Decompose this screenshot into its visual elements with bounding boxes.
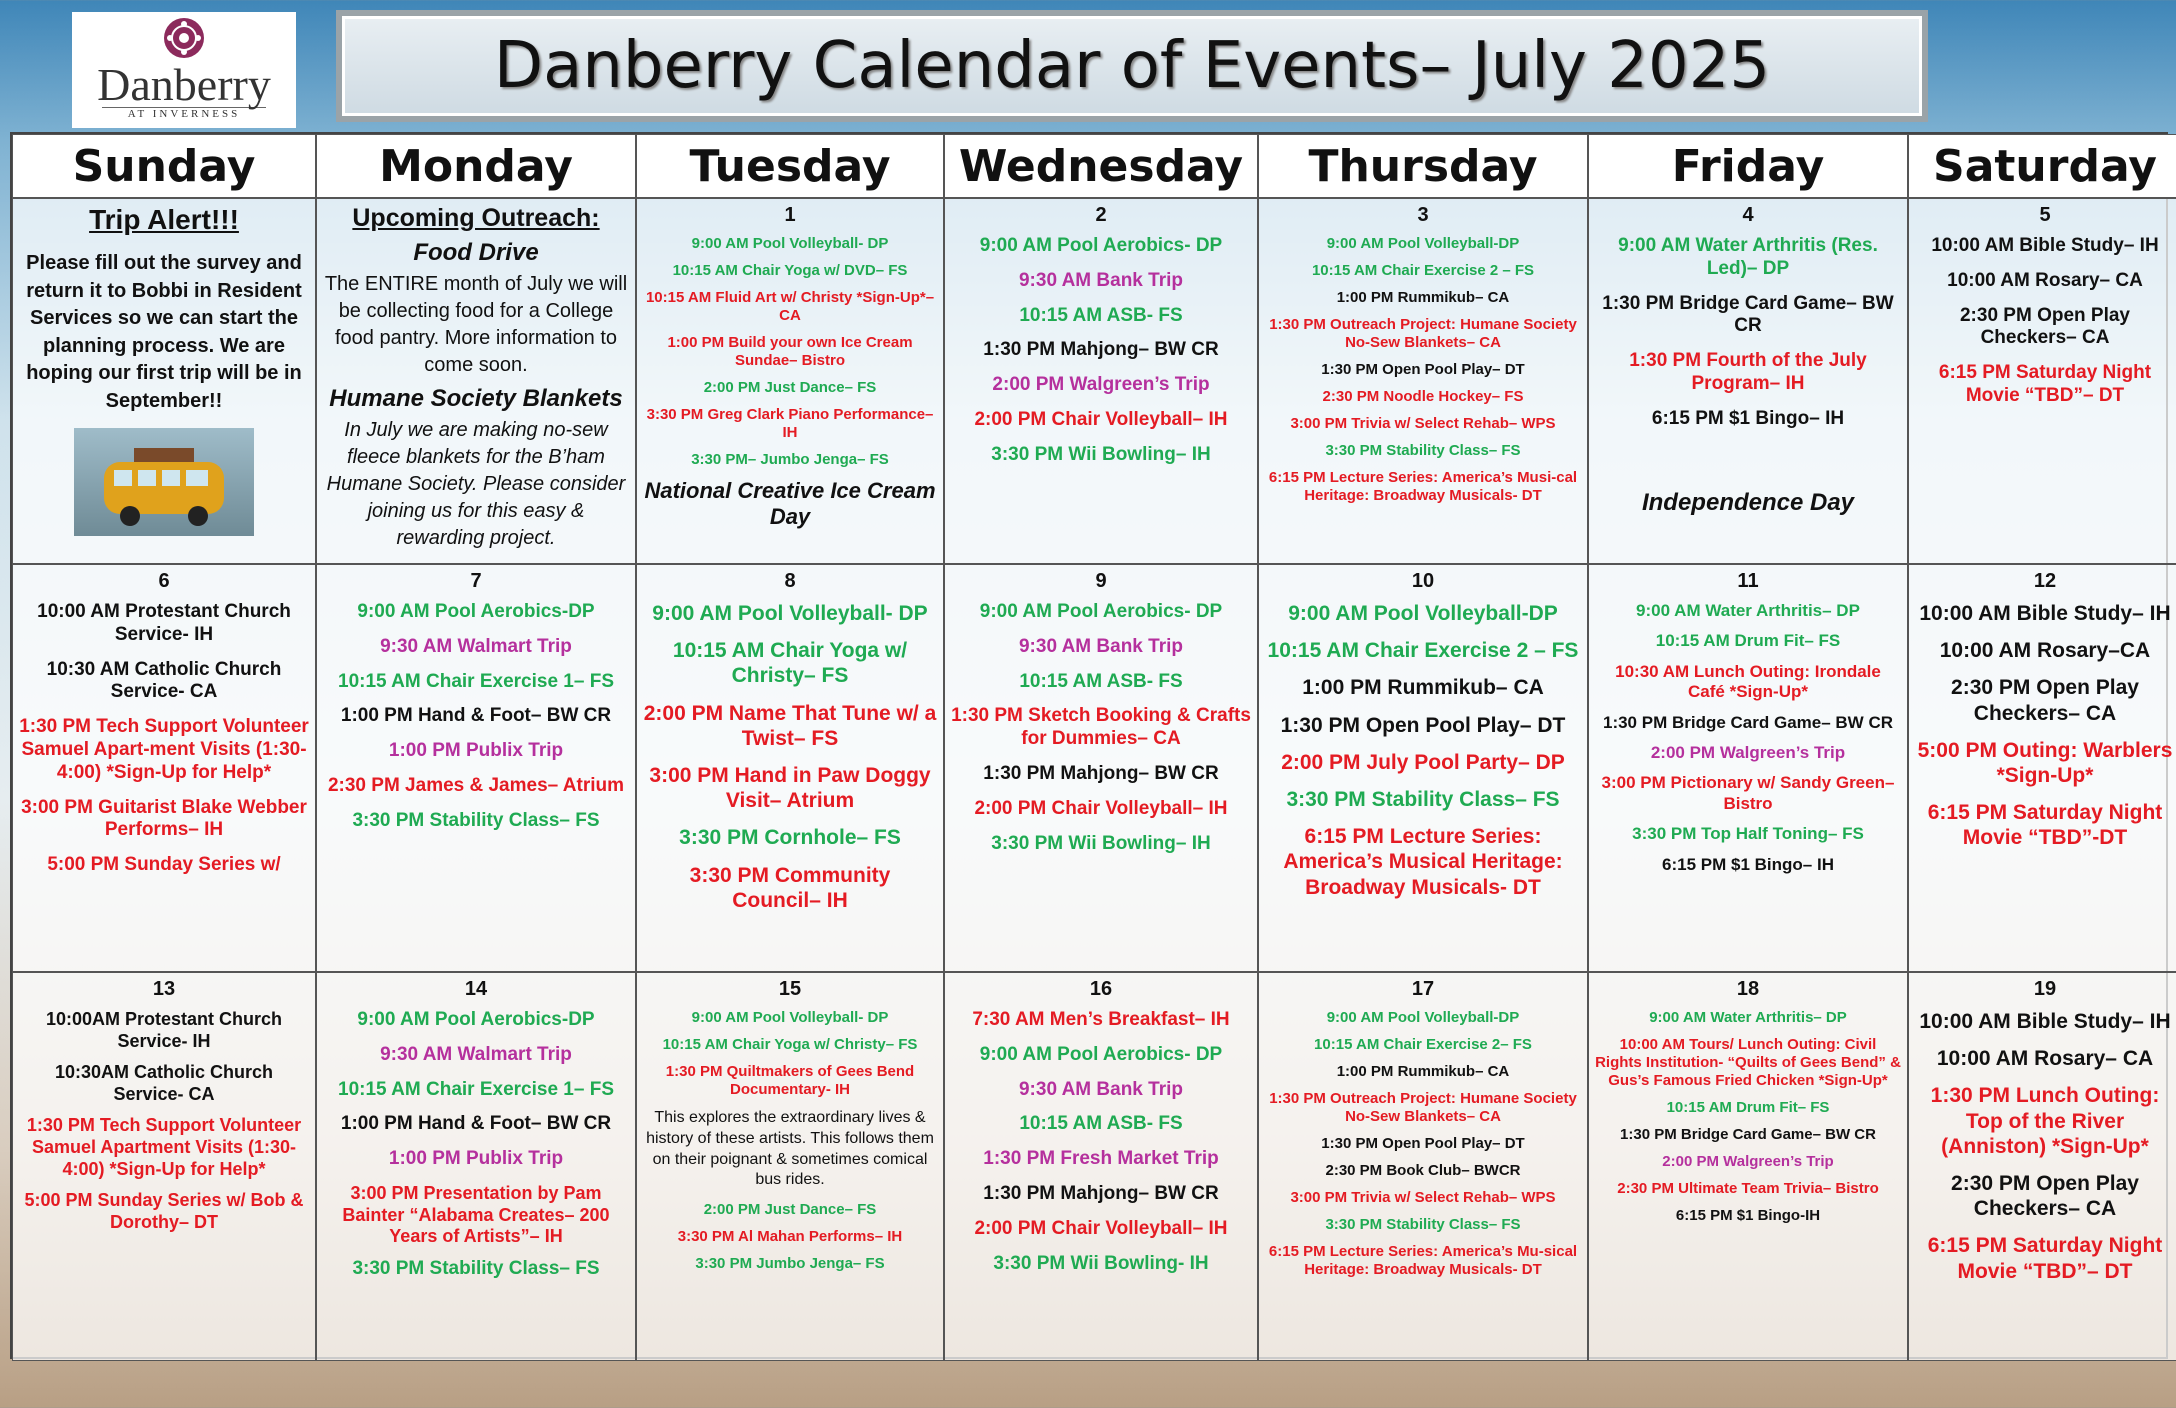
- event-list: [1265, 601, 1581, 900]
- event-item: 1:30 PM Mahjong– BW CR: [983, 1182, 1219, 1204]
- event-item: 1:30 PM Lunch Outing: Top of the River (Anniston) *Sign-Up*: [1930, 1084, 2160, 1158]
- event-item: 2:30 PM Open Play Checkers– CA: [1951, 676, 2139, 725]
- day-number: 18: [1736, 978, 1760, 1000]
- event-item: 10:15 AM ASB- FS: [1019, 670, 1183, 692]
- event-item: 3:30 PM Stability Class– FS: [352, 809, 600, 831]
- event-item: 2:00 PM Walgreen’s Trip: [1650, 742, 1846, 762]
- food-drive-body: The ENTIRE month of July we will be collecting food for a College food pantry. More information to come soon.: [324, 273, 628, 376]
- event-item: 1:00 PM Publix Trip: [388, 740, 564, 762]
- event-item: 10:15 AM Chair Yoga w/ Christy– FS: [672, 639, 908, 688]
- day-cell-4: [1588, 198, 1908, 564]
- event-item: 1:00 PM Rummikub– CA: [1336, 289, 1510, 306]
- day-number: 10: [1411, 570, 1435, 592]
- event-item: 1:30 PM Bridge Card Game– BW CR: [1602, 292, 1894, 337]
- event-item: 9:00 AM Pool Volleyball- DP: [652, 602, 928, 625]
- event-item: 10:15 AM ASB- FS: [1019, 1113, 1183, 1135]
- day-cell-19: [1908, 972, 2176, 1361]
- event-item: 9:00 AM Pool Aerobics- DP: [979, 1043, 1223, 1065]
- event-item: 10:00 AM Bible Study– IH: [1919, 602, 2171, 625]
- event-item: 9:00 AM Pool Aerobics- DP: [979, 235, 1223, 256]
- day-number: 1: [784, 204, 796, 226]
- event-item: 10:15 AM Chair Yoga w/ Christy– FS: [662, 1036, 918, 1053]
- event-item: 1:30 PM Sketch Booking & Crafts for Dummies– CA: [951, 705, 1251, 750]
- event-list: [1265, 1009, 1581, 1279]
- event-item: 9:30 AM Bank Trip: [1018, 635, 1183, 657]
- event-item: 1:30 PM Outreach Project: Humane Society No-Sew Blankets– CA: [1269, 316, 1577, 351]
- logo-subtitle: AT INVERNESS: [102, 107, 266, 120]
- event-item: 1:00 PM Build your own Ice Cream Sundae– Bistro: [667, 334, 913, 369]
- day-number: 19: [2033, 978, 2057, 1000]
- event-item: 1:30 PM Open Pool Play– DT: [1321, 361, 1525, 378]
- day-cell-15: [636, 972, 944, 1361]
- outreach-heading: Upcoming Outreach:: [352, 204, 600, 232]
- event-list: [643, 1201, 937, 1273]
- event-item: 1:30 PM Fresh Market Trip: [983, 1148, 1219, 1170]
- day-cell-13: [12, 972, 316, 1361]
- event-item: 10:30 AM Lunch Outing: Irondale Café *Sign-Up*: [1615, 661, 1881, 702]
- day-number: 6: [158, 570, 170, 592]
- day-cell-14: [316, 972, 636, 1361]
- weekday-header-wednesday: Wednesday: [944, 134, 1258, 198]
- event-item: 9:00 AM Water Arthritis– DP: [1636, 601, 1860, 620]
- event-item: 2:00 PM Just Dance– FS: [703, 379, 877, 396]
- event-list: [1595, 601, 1901, 875]
- event-list: [951, 235, 1251, 467]
- event-item: 1:30 PM Open Pool Play– DT: [1280, 713, 1566, 737]
- logo-wordmark: Danberry: [97, 59, 271, 110]
- event-item: 3:30 PM– Jumbo Jenga– FS: [691, 451, 889, 468]
- event-list: [643, 1009, 937, 1099]
- event-list: [323, 1009, 629, 1281]
- event-item: 6:15 PM Saturday Night Movie “TBD”– DT: [1938, 362, 2152, 406]
- event-item: 3:30 PM Stability Class– FS: [1286, 787, 1560, 811]
- day-cell-10: [1258, 564, 1588, 972]
- event-item: 10:30 AM Catholic Church Service- CA: [46, 658, 282, 703]
- outreach-note: [316, 198, 636, 564]
- event-item: 9:30 AM Walmart Trip: [380, 635, 572, 657]
- event-item: 9:30 AM Bank Trip: [1018, 269, 1183, 291]
- event-item: 1:00 PM Publix Trip: [388, 1148, 564, 1170]
- event-item: 9:30 AM Bank Trip: [1018, 1078, 1183, 1100]
- day-cell-2: [944, 198, 1258, 564]
- event-list: [1915, 235, 2175, 408]
- event-list: [19, 601, 309, 877]
- event-list: [1915, 601, 2175, 851]
- day-cell-11: [1588, 564, 1908, 972]
- event-item: 1:30 PM Open Pool Play– DT: [1321, 1135, 1525, 1152]
- event-item: 9:30 AM Walmart Trip: [380, 1043, 572, 1065]
- flower-emblem-icon: [162, 16, 206, 60]
- event-item: 3:30 PM Top Half Toning– FS: [1632, 824, 1864, 844]
- title-banner: [336, 10, 1928, 122]
- danberry-logo: [72, 12, 296, 128]
- day-number: 2: [1095, 204, 1107, 226]
- event-item: 9:00 AM Pool Volleyball-DP: [1326, 235, 1520, 252]
- event-item: 9:00 AM Water Arthritis (Res. Led)– DP: [1618, 235, 1878, 279]
- weekday-header-sunday: Sunday: [12, 134, 316, 198]
- event-list: [1915, 1009, 2175, 1284]
- event-item: 6:15 PM Lecture Series: America’s Musical Heritage: Broadway Musicals- DT: [1283, 825, 1563, 899]
- event-item: 1:30 PM Mahjong– BW CR: [983, 339, 1219, 361]
- day-number: 15: [778, 978, 802, 1000]
- event-list: [1595, 1009, 1901, 1225]
- day-number: 17: [1411, 978, 1435, 1000]
- event-item: 3:30 PM Wii Bowling- IH: [993, 1252, 1209, 1274]
- event-item: 3:00 PM Pictionary w/ Sandy Green– Bistro: [1601, 773, 1895, 813]
- event-item: 2:00 PM July Pool Party– DP: [1281, 750, 1565, 774]
- event-item: 1:30 PM Bridge Card Game– BW CR: [1602, 712, 1893, 732]
- event-item: 6:15 PM $1 Bingo– IH: [1651, 407, 1845, 429]
- day-number: 4: [1742, 204, 1754, 226]
- event-item: 10:00 AM Bible Study– IH: [1931, 235, 2159, 256]
- event-item: 3:30 PM Stability Class– FS: [352, 1257, 600, 1279]
- event-item: 3:00 PM Trivia w/ Select Rehab– WPS: [1290, 1189, 1556, 1206]
- day-cell-1: [636, 198, 944, 564]
- event-item: 9:00 AM Pool Aerobics-DP: [357, 1009, 595, 1030]
- event-item: 2:30 PM Noodle Hockey– FS: [1322, 388, 1524, 405]
- event-item: 2:00 PM Just Dance– FS: [703, 1201, 877, 1219]
- event-list: [1595, 235, 1901, 431]
- event-item: 1:30 PM Fourth of the July Program– IH: [1629, 350, 1867, 394]
- event-list: [643, 235, 937, 469]
- event-item: 7:30 AM Men’s Breakfast– IH: [972, 1009, 1230, 1030]
- event-item: 6:15 PM Lecture Series: America’s Mu-sical Heritage: Broadway Musicals- DT: [1268, 1243, 1578, 1278]
- event-item: 10:15 AM Chair Exercise 2– FS: [1314, 1036, 1532, 1053]
- day-number: 5: [2039, 204, 2051, 226]
- day-theme: National Creative Ice Cream Day: [644, 478, 936, 529]
- event-item: 10:15 AM Chair Yoga w/ DVD– FS: [672, 262, 908, 279]
- page-title: Danberry Calendar of Events– July 2025: [493, 29, 1771, 103]
- event-item: 5:00 PM Sunday Series w/: [47, 854, 281, 876]
- event-item: 6:15 PM Lecture Series: America’s Musi-cal Heritage: Broadway Musicals- DT: [1268, 469, 1578, 504]
- event-item: 10:15 AM ASB- FS: [1019, 304, 1183, 326]
- day-cell-12: [1908, 564, 2176, 972]
- food-drive-title: Food Drive: [413, 239, 539, 266]
- event-list: [323, 601, 629, 833]
- day-number: 3: [1417, 204, 1429, 226]
- event-item: 2:30 PM James & James– Atrium: [327, 774, 625, 796]
- event-item: 9:00 AM Pool Volleyball-DP: [1326, 1009, 1520, 1026]
- event-list: [951, 1009, 1251, 1275]
- weekday-header-saturday: Saturday: [1908, 134, 2176, 198]
- event-item: 1:00 PM Rummikub– CA: [1302, 676, 1544, 700]
- trip-alert-note: [12, 198, 316, 564]
- event-item: 3:30 PM Greg Clark Piano Performance– IH: [646, 406, 934, 441]
- event-item: 3:00 PM Presentation by Pam Bainter “Alabama Creates– 200 Years of Artists”– IH: [342, 1182, 610, 1247]
- event-item: 2:00 PM Chair Volleyball– IH: [974, 408, 1228, 430]
- blankets-body: In July we are making no-sew fleece blankets for the B’ham Humane Society. Please consider joining us for this easy & rewarding project.: [326, 419, 626, 549]
- weekday-header-tuesday: Tuesday: [636, 134, 944, 198]
- event-item: 10:00AM Protestant Church Service- IH: [45, 1009, 283, 1051]
- event-item: 1:00 PM Rummikub– CA: [1336, 1063, 1510, 1080]
- event-item: 10:00 AM Rosary– CA: [1947, 269, 2143, 291]
- day-cell-9: [944, 564, 1258, 972]
- event-item: 10:15 AM Chair Exercise 1– FS: [338, 1078, 614, 1100]
- event-item: 2:00 PM Walgreen’s Trip: [1662, 1153, 1834, 1170]
- event-item: 10:00 AM Tours/ Lunch Outing: Civil Rights Institution- “Quilts of Gees Bend” & Gus’s Famous Fried Chicken *Sign-Up*: [1595, 1036, 1901, 1089]
- event-list: [19, 1009, 309, 1233]
- event-item: 6:15 PM $1 Bingo-IH: [1675, 1207, 1821, 1224]
- event-item: 3:30 PM Community Council– IH: [689, 863, 891, 912]
- day-cell-8: [636, 564, 944, 972]
- event-list: [643, 601, 937, 913]
- event-item: 3:30 PM Wii Bowling– IH: [991, 832, 1211, 854]
- event-item: 3:30 PM Al Mahan Performs– IH: [677, 1228, 903, 1246]
- day-cell-5: [1908, 198, 2176, 564]
- event-item: 1:00 PM Hand & Foot– BW CR: [340, 1113, 612, 1135]
- event-item: 2:30 PM Open Play Checkers– CA: [1959, 304, 2130, 349]
- event-item: 10:15 AM Chair Exercise 2 – FS: [1311, 262, 1535, 279]
- event-item: 6:15 PM $1 Bingo– IH: [1662, 854, 1834, 874]
- calendar-grid: [10, 132, 2173, 1359]
- event-item: 1:30 PM Mahjong– BW CR: [983, 762, 1219, 784]
- event-item: 10:00 AM Bible Study– IH: [1919, 1010, 2171, 1033]
- day-cell-6: [12, 564, 316, 972]
- trip-alert-body: Please fill out the survey and return it to Bobbi in Resident Services so we can start the planning process. We are hoping our first trip will be in September!!: [26, 252, 302, 412]
- event-item: 9:00 AM Pool Aerobics-DP: [357, 601, 595, 622]
- event-item: 6:15 PM Saturday Night Movie “TBD”-DT: [1927, 801, 2163, 850]
- event-list: [1265, 235, 1581, 505]
- event-item: 2:00 PM Chair Volleyball– IH: [974, 1217, 1228, 1239]
- event-item: 9:00 AM Pool Volleyball- DP: [691, 1009, 889, 1026]
- event-item: 1:30 PM Tech Support Volunteer Samuel Apart-ment Visits (1:30-4:00) *Sign-Up for Help*: [19, 716, 309, 783]
- event-item: 5:00 PM Sunday Series w/ Bob & Dorothy– DT: [24, 1190, 304, 1232]
- event-item: 9:00 AM Pool Volleyball- DP: [691, 235, 889, 252]
- event-item: 2:30 PM Book Club– BWCR: [1325, 1162, 1521, 1179]
- day-number: 12: [2033, 570, 2057, 592]
- day-number: 8: [784, 570, 796, 592]
- event-item: 9:00 AM Pool Volleyball-DP: [1288, 602, 1558, 625]
- day-cell-18: [1588, 972, 1908, 1361]
- event-item: 1:30 PM Tech Support Volunteer Samuel Apartment Visits (1:30-4:00) *Sign-Up for Help*: [26, 1115, 302, 1179]
- event-item: 3:00 PM Hand in Paw Doggy Visit– Atrium: [649, 763, 931, 813]
- day-number: 13: [152, 978, 176, 1000]
- event-item: 3:30 PM Wii Bowling– IH: [991, 443, 1211, 465]
- event-item: 10:00 AM Rosary– CA: [1936, 1047, 2154, 1071]
- event-item: 1:00 PM Hand & Foot– BW CR: [340, 705, 612, 727]
- day-number: 11: [1737, 570, 1759, 592]
- documentary-description: This explores the extraordinary lives & history of these artists. This follows them on their poignant & sometimes comical bus rides.: [646, 1109, 934, 1189]
- event-item: 2:30 PM Open Play Checkers– CA: [1951, 1171, 2139, 1221]
- day-number: 7: [470, 570, 482, 592]
- event-item: 2:00 PM Walgreen’s Trip: [992, 374, 1210, 396]
- event-item: 10:00 AM Protestant Church Service- IH: [37, 601, 291, 645]
- event-item: 2:00 PM Name That Tune w/ a Twist– FS: [643, 701, 937, 750]
- event-item: 2:30 PM Ultimate Team Trivia– Bistro: [1617, 1180, 1879, 1197]
- event-item: 3:30 PM Jumbo Jenga– FS: [695, 1255, 885, 1273]
- bus-photo: [74, 428, 254, 536]
- event-item: 1:30 PM Outreach Project: Humane Society No-Sew Blankets– CA: [1269, 1090, 1577, 1125]
- event-item: 10:15 AM Chair Exercise 2 – FS: [1267, 639, 1579, 663]
- event-item: 10:15 AM Chair Exercise 1– FS: [338, 670, 614, 692]
- event-item: 3:30 PM Stability Class– FS: [1325, 442, 1521, 459]
- event-item: 9:00 AM Pool Aerobics- DP: [979, 601, 1223, 622]
- event-item: 3:00 PM Trivia w/ Select Rehab– WPS: [1290, 415, 1556, 432]
- event-item: 9:00 AM Water Arthritis– DP: [1649, 1009, 1847, 1026]
- weekday-header-thursday: Thursday: [1258, 134, 1588, 198]
- weekday-header-friday: Friday: [1588, 134, 1908, 198]
- event-item: 3:00 PM Guitarist Blake Webber Performs– IH: [21, 796, 307, 841]
- trip-alert-heading: Trip Alert!!!: [89, 204, 239, 235]
- event-item: 5:00 PM Outing: Warblers *Sign-Up*: [1917, 738, 2173, 787]
- day-cell-3: [1258, 198, 1588, 564]
- event-item: 10:30AM Catholic Church Service- CA: [54, 1062, 274, 1104]
- day-number: 9: [1095, 570, 1107, 592]
- day-cell-7: [316, 564, 636, 972]
- event-item: 1:30 PM Bridge Card Game– BW CR: [1620, 1126, 1876, 1143]
- day-number: 16: [1089, 978, 1113, 1000]
- event-item: 10:15 AM Drum Fit– FS: [1655, 631, 1841, 651]
- weekday-header-monday: Monday: [316, 134, 636, 198]
- event-list: [951, 601, 1251, 855]
- event-item: 3:30 PM Stability Class– FS: [1325, 1216, 1521, 1233]
- event-item: 1:30 PM Quiltmakers of Gees Bend Documentary- IH: [665, 1063, 915, 1098]
- day-number: 14: [464, 978, 488, 1000]
- day-cell-16: [944, 972, 1258, 1361]
- day-theme: Independence Day: [1641, 488, 1855, 516]
- event-item: 3:30 PM Cornhole– FS: [679, 826, 901, 850]
- blankets-title: Humane Society Blankets: [329, 385, 623, 412]
- event-item: 10:15 AM Drum Fit– FS: [1666, 1099, 1830, 1116]
- event-item: 10:15 AM Fluid Art w/ Christy *Sign-Up*– CA: [645, 289, 935, 324]
- event-item: 10:00 AM Rosary–CA: [1939, 639, 2151, 663]
- event-item: 2:00 PM Chair Volleyball– IH: [974, 797, 1228, 819]
- day-cell-17: [1258, 972, 1588, 1361]
- event-item: 6:15 PM Saturday Night Movie “TBD”– DT: [1927, 1234, 2163, 1283]
